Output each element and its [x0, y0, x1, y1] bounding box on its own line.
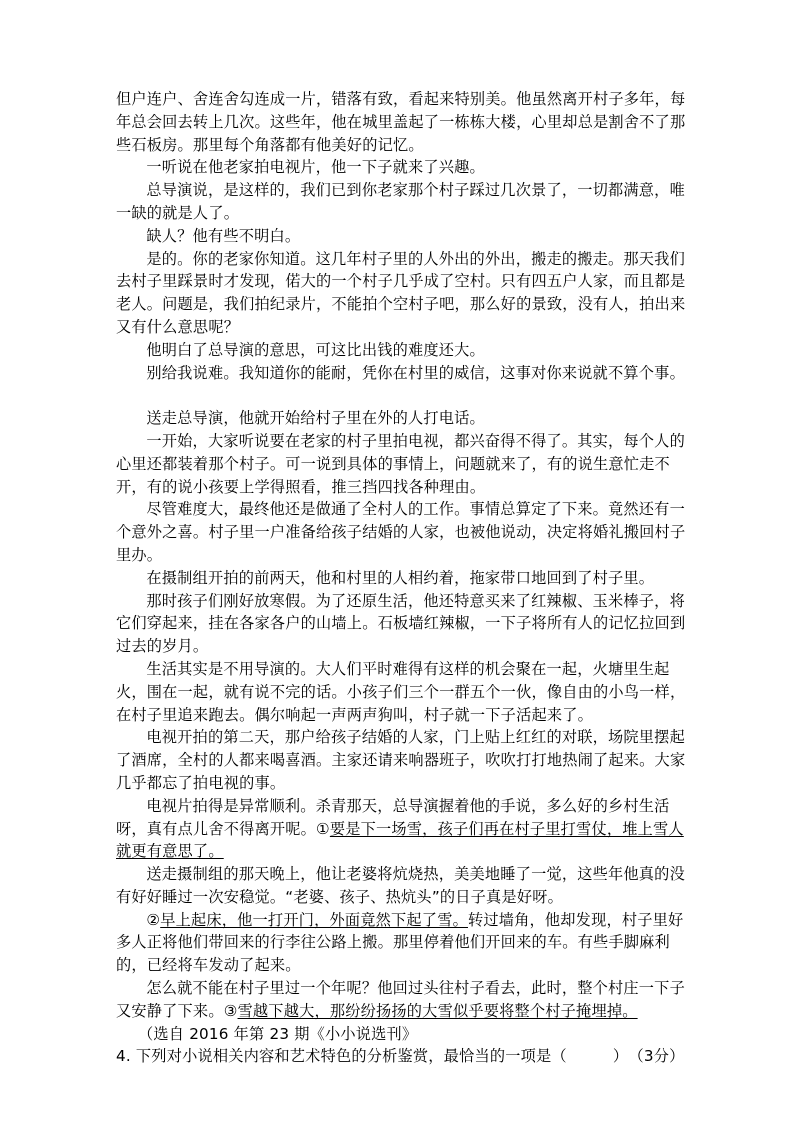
- underlined-sentence: 雪越下越大，那纷纷扬扬的大雪似乎要将整个村子掩埋掉。: [237, 1001, 638, 1020]
- paragraph: 一听说在他老家拍电视片，他一下子就来了兴趣。: [146, 158, 485, 177]
- paragraph: [116, 909, 688, 977]
- paragraph: 别给我说难。我知道你的能耐，凭你在村里的威信，这事对你来说就不算个事。: [146, 363, 685, 382]
- paragraph: 生活其实是不用导演的。大人们平时难得有这样的机会聚在一起，火塘里生起火，围在一起，就有说不完的话。小孩子们三个一群五个一伙，像自由的小鸟一样，在村子里追来跑去。偶尔响起一声两声狗叫，村子就一下子活起来了。: [116, 659, 686, 724]
- paragraph: 尽管难度大，最终他还是做通了全村人的工作。事情总算定了下来。竟然还有一个意外之喜。村子里一户准备给孩子结婚的人家，也被他说动，决定将婚礼搬回村子里办。: [116, 500, 686, 564]
- paragraph: 那时孩子们刚好放寒假。为了还原生活，他还特意买来了红辣椒、玉米棒子，将它们穿起来，挂在各家各户的山墙上。石板墙红辣椒，一下子将所有人的记忆拉回到过去的岁月。: [116, 591, 686, 656]
- source-citation: （选自 2016 年第 23 期《小小说选刊》: [138, 1024, 418, 1043]
- paragraph: 电视开拍的第二天，那户给孩子结婚的人家，门上贴上红红的对联，场院里摆起了酒席，全村的人都来喝喜酒。主家还请来响器班子，吹吹打打地热闹了起来。大家几乎都忘了拍电视的事。: [116, 728, 686, 792]
- paragraph: [116, 977, 688, 1023]
- underlined-sentence: 早上起床，他一打开门，外面竟然下起了雪。: [160, 910, 468, 929]
- document-page: [116, 88, 688, 1068]
- paragraph-text: 怎么就不能在村子里过一个年呢？他回过头往村子看去，此时，整个村庄一下子又安静了下来。③: [116, 979, 685, 1020]
- paragraph: 送走摄制组的那天晚上，他让老婆将炕烧热，美美地睡了一觉，这些年他真的没有好好睡过一次安稳觉。“老婆、孩子、热炕头”的日子真是好呀。: [116, 865, 685, 906]
- paragraph: 一开始，大家听说要在老家的村子里拍电视，都兴奋得不得了。其实，每个人的心里还都装着那个村子。可一说到具体的事情上，问题就来了，有的说生意忙走不开，有的说小孩要上学得照看，推三挡四找各种理由。: [116, 431, 685, 496]
- paragraph: 送走总导演，他就开始给村子里在外的人打电话。: [146, 409, 485, 428]
- paragraph-text: ②: [146, 910, 161, 929]
- paragraph-text: 电视片拍得是异常顺利。杀青那天，总导演握着他的手说，多么好的乡村生活呀，真有点儿舍不得离开呢。①: [116, 796, 670, 838]
- paragraph: 他明白了总导演的意思，可这比出钱的难度还大。: [146, 340, 485, 359]
- paragraph: 缺人？他有些不明白。: [146, 226, 301, 245]
- story-text: [116, 88, 688, 1023]
- paragraph-text: 转过墙角，他却发现，村子里好多人正将他们带回来的行李往公路上搬。那里停着他们开回来的车。有些手脚麻利的，已经将车发动了起来。: [116, 910, 684, 975]
- paragraph: 在摄制组开拍的前两天，他和村里的人相约着，拖家带口地回到了村子里。: [146, 568, 655, 587]
- paragraph: 但户连户、舍连舍勾连成一片，错落有致，看起来特别美。他虽然离开村子多年，每年总会回去转上几次。这些年，他在城里盖起了一栋栋大楼，心里却总是割舍不了那些石板房。那里每个角落都有他美好的记忆。: [116, 90, 686, 154]
- underlined-sentence: 要是下一场雪，孩子们再在村子里打雪仗，堆上雪人就更有意思了。: [116, 819, 684, 861]
- paragraph: [116, 795, 688, 863]
- paragraph: 是的。你的老家你知道。这几年村子里的人外出的外出，搬走的搬走。那天我们去村子里踩景时才发现，偌大的一个村子几乎成了空村。只有四五户人家，而且都是老人。问题是，我们拍纪录片，不能拍个空村子吧，那么好的景致，没有人，拍出来又有什么意思呢？: [116, 249, 686, 336]
- paragraph: 总导演说，是这样的，我们已到你老家那个村子踩过几次景了，一切都满意，唯一缺的就是人了。: [116, 181, 685, 222]
- blank-line: [116, 384, 688, 407]
- question-4: 4. 下列对小说相关内容和艺术特色的分析鉴赏，最恰当的一项是（ ） （3分）: [116, 1047, 685, 1066]
